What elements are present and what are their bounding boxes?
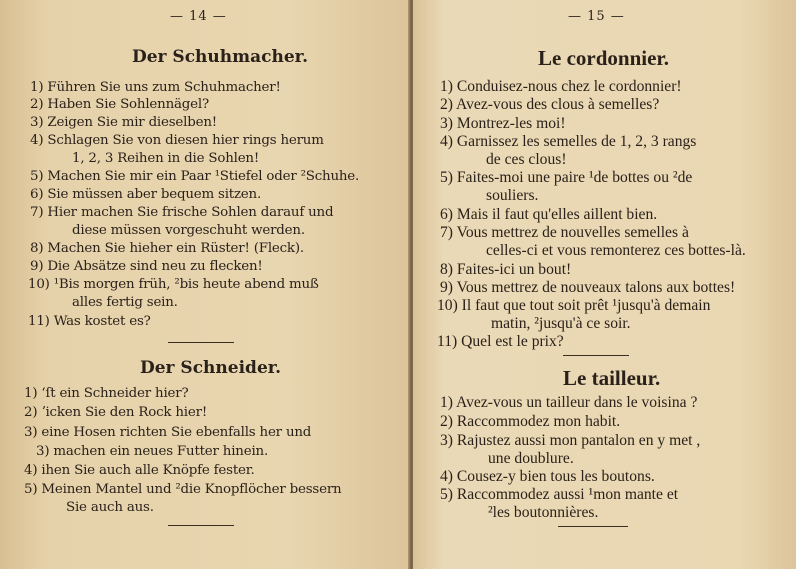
text-line: 1) ‘ſt ein Schneider hier? bbox=[24, 386, 189, 401]
text-line: 1, 2, 3 Reihen in die Sohlen! bbox=[72, 151, 260, 166]
text-line: une doublure. bbox=[488, 450, 574, 467]
section-title: Der Schuhmacher. bbox=[132, 47, 308, 67]
text-line: 3) Rajustez aussi mon pantalon en y met , bbox=[440, 432, 701, 449]
text-line: Sie auch aus. bbox=[66, 500, 154, 515]
text-line: 2) Avez-vous des clous à semelles? bbox=[440, 96, 660, 113]
text-line: ²les boutonnières. bbox=[488, 504, 599, 521]
text-line: 8) Faites-ici un bout! bbox=[440, 261, 572, 278]
text-line: 4) Cousez-y bien tous les boutons. bbox=[440, 468, 655, 485]
text-line: 1) Conduisez-nous chez le cordonnier! bbox=[440, 78, 682, 95]
separator-rule bbox=[168, 525, 234, 526]
text-line: matin, ²jusqu'à ce soir. bbox=[491, 315, 631, 332]
separator-rule bbox=[558, 526, 628, 527]
text-line: 6) Sie müssen aber bequem sitzen. bbox=[30, 187, 262, 202]
text-line: 10) Il faut que tout soit prêt ¹jusqu'à demain bbox=[437, 297, 711, 314]
section-title: Der Schneider. bbox=[140, 358, 282, 378]
separator-rule bbox=[168, 342, 234, 343]
text-line: 3) machen ein neues Futter hinein. bbox=[36, 444, 269, 459]
text-line: 5) Raccommodez aussi ¹mon mante et bbox=[440, 486, 679, 503]
text-line: 8) Machen Sie hieher ein Rüster! (Fleck). bbox=[30, 241, 304, 256]
text-line: de ces clous! bbox=[486, 151, 567, 168]
text-line: 6) Mais il faut qu'elles aillent bien. bbox=[440, 206, 658, 223]
text-line: 3) Zeigen Sie mir dieselben! bbox=[30, 115, 217, 130]
text-line: 4) Garnissez les semelles de 1, 2, 3 rangs bbox=[440, 133, 697, 150]
text-line: 5) Machen Sie mir ein Paar ¹Stiefel oder ²Schuhe. bbox=[30, 169, 360, 184]
text-line: 11) Quel est le prix? bbox=[437, 333, 564, 350]
text-line: 1) Avez-vous un tailleur dans le voisina ? bbox=[440, 394, 698, 411]
section-title: Le tailleur. bbox=[563, 366, 661, 390]
text-line: diese müssen vorgeschuht werden. bbox=[72, 223, 305, 238]
page-number: — 15 — bbox=[568, 9, 625, 24]
text-line: 4) ihen Sie auch alle Knöpfe fester. bbox=[24, 463, 255, 478]
text-line: 2) Haben Sie Sohlennägel? bbox=[30, 97, 209, 112]
text-line: 3) eine Hosen richten Sie ebenfalls her und bbox=[24, 425, 312, 440]
text-line: 2) Raccommodez mon habit. bbox=[440, 413, 621, 430]
text-line: 1) Führen Sie uns zum Schuhmacher! bbox=[30, 80, 281, 95]
text-line: 11) Was kostet es? bbox=[28, 314, 151, 329]
text-line: souliers. bbox=[486, 187, 539, 204]
text-line: celles-ci et vous remonterez ces bottes-là. bbox=[486, 242, 746, 259]
text-line: 9) Die Absätze sind neu zu flecken! bbox=[30, 259, 263, 274]
text-line: 10) ¹Bis morgen früh, ²bis heute abend muß bbox=[28, 277, 319, 292]
text-line: 4) Schlagen Sie von diesen hier rings herum bbox=[30, 133, 324, 148]
section-title: Le cordonnier. bbox=[538, 46, 670, 70]
separator-rule bbox=[563, 355, 629, 356]
text-line: 5) Meinen Mantel und ²die Knopflöcher bessern bbox=[24, 482, 342, 497]
text-line: 2) ʼicken Sie den Rock hier! bbox=[24, 405, 208, 420]
page-number: — 14 — bbox=[170, 9, 227, 24]
right-page bbox=[413, 0, 796, 569]
text-line: 3) Montrez-les moi! bbox=[440, 115, 566, 132]
text-line: 5) Faites-moi une paire ¹de bottes ou ²de bbox=[440, 169, 693, 186]
text-line: 9) Vous mettrez de nouveaux talons aux bottes! bbox=[440, 279, 736, 296]
text-line: 7) Vous mettrez de nouvelles semelles à bbox=[440, 224, 689, 241]
text-line: 7) Hier machen Sie frische Sohlen darauf und bbox=[30, 205, 334, 220]
text-line: alles fertig sein. bbox=[72, 295, 178, 310]
